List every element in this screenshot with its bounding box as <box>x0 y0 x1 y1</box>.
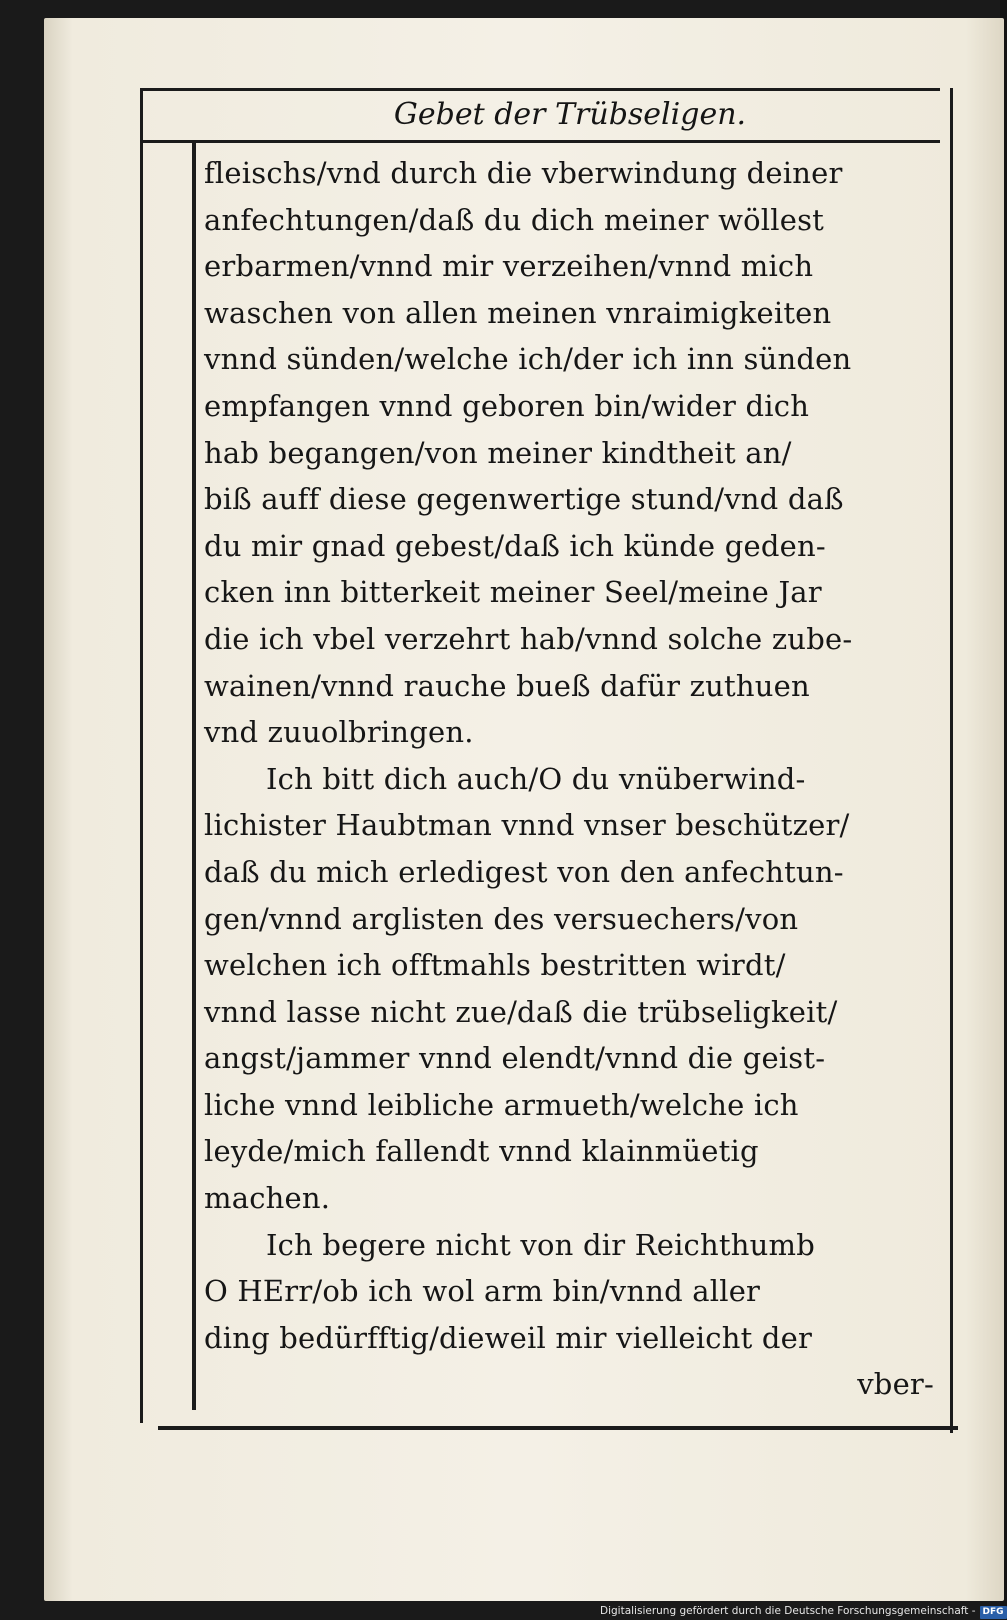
frame-top-rule <box>140 88 940 91</box>
running-head: Gebet der Trübseligen. <box>393 97 747 132</box>
text-line: erbarmen/vnnd mir verzeihen/vnnd mich <box>204 249 814 284</box>
text-line: machen. <box>204 1181 331 1216</box>
text-line: cken inn bitterkeit meiner Seel/meine Jar <box>204 575 822 610</box>
frame-bottom-rule <box>158 1426 958 1430</box>
text-line: ding bedürfftig/dieweil mir vielleicht der <box>204 1320 813 1355</box>
text-line: die ich vbel verzehrt hab/vnnd solche zube- <box>204 621 853 656</box>
text-line: angst/jammer vnnd elendt/vnnd die geist- <box>204 1041 826 1076</box>
text-line: du mir gnad gebest/daß ich künde geden- <box>204 528 826 563</box>
text-line: vnd zuuolbringen. <box>204 715 474 750</box>
text-line: biß auff diese gegenwertige stund/vnd daß <box>204 482 844 517</box>
body-text <box>204 150 944 1408</box>
text-line: O HErr/ob ich wol arm bin/vnnd aller <box>204 1274 761 1309</box>
catchword: vber- <box>857 1367 934 1402</box>
footer-text: Digitalisierung gefördert durch die Deutsche Forschungsgemeinschaft - <box>600 1605 976 1617</box>
text-line: fleischs/vnd durch die vberwindung deiner <box>204 156 843 190</box>
paragraph-start-line: Ich bitt dich auch/O du vnüberwind- <box>266 761 806 796</box>
frame-right-rule <box>950 88 953 1433</box>
dfg-logo: DFG <box>980 1606 1007 1619</box>
frame-left-rule <box>140 88 143 1423</box>
header-rule <box>140 140 940 143</box>
text-line: lichister Haubtman vnnd vnser beschützer/ <box>204 808 850 843</box>
inner-margin-rule <box>192 140 196 1410</box>
text-line: daß du mich erledigest von den anfechtun- <box>204 854 844 889</box>
text-line: wainen/vnnd rauche bueß dafür zuthuen <box>204 668 810 703</box>
text-line: empfangen vnnd geboren bin/wider dich <box>204 388 810 423</box>
text-line: vnnd lasse nicht zue/daß die trübseligkeit/ <box>204 994 838 1029</box>
text-line: welchen ich offtmahls bestritten wirdt/ <box>204 948 786 983</box>
text-line: vnnd sünden/welche ich/der ich inn sünden <box>204 342 852 377</box>
text-line: anfechtungen/daß du dich meiner wöllest <box>204 202 825 237</box>
text-line: leyde/mich fallendt vnnd klainmüetig <box>204 1134 759 1169</box>
text-line: waschen von allen meinen vnraimigkeiten <box>204 295 832 330</box>
paragraph-start-line: Ich begere nicht von dir Reichthumb <box>266 1227 815 1262</box>
footer-credit <box>600 1603 1004 1619</box>
text-line: hab begangen/von meiner kindtheit an/ <box>204 435 792 470</box>
text-line: liche vnnd leibliche armueth/welche ich <box>204 1087 799 1122</box>
text-line: gen/vnnd arglisten des versuechers/von <box>204 901 799 936</box>
